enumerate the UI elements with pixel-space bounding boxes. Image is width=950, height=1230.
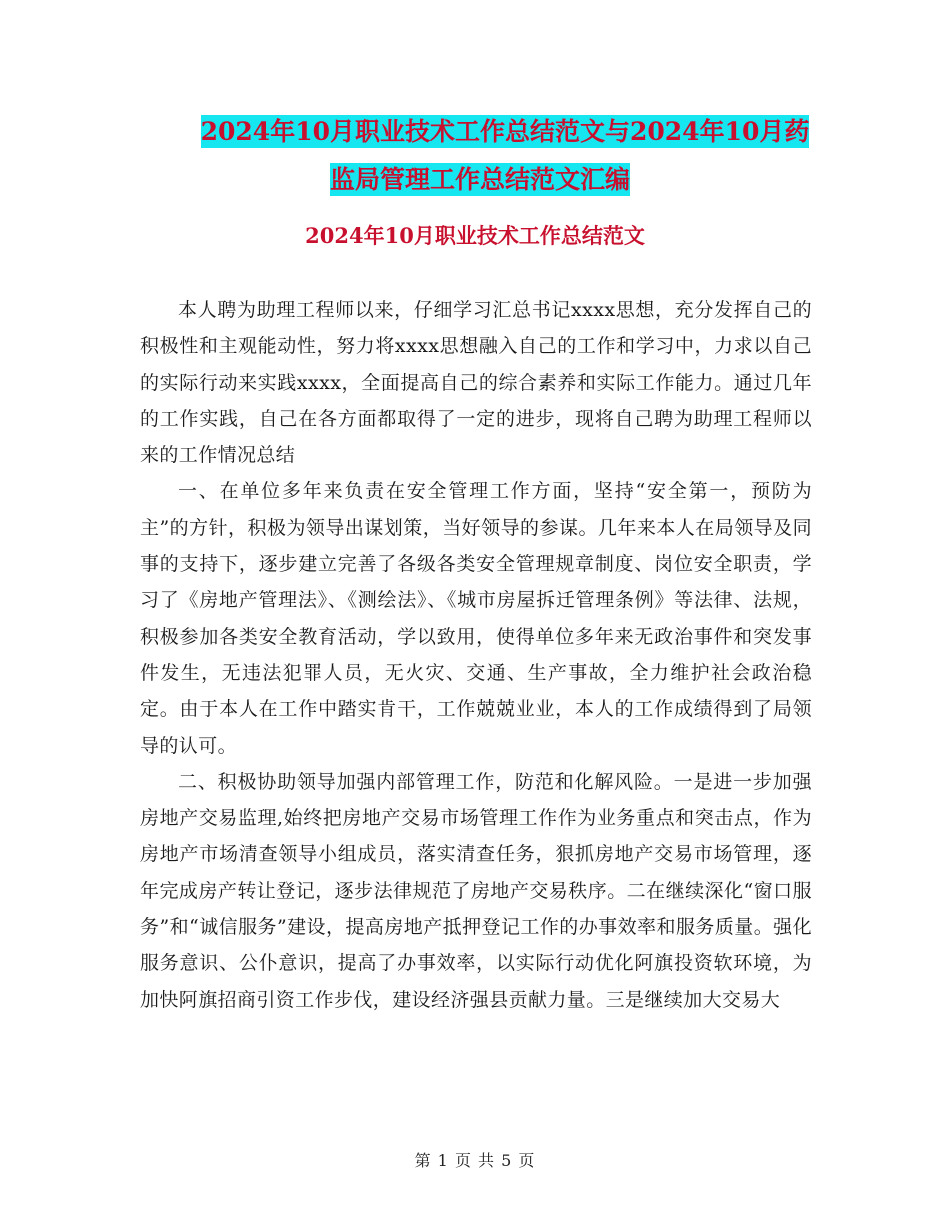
paragraph: 二、积极协助领导加强内部管理工作，防范和化解风险。一是进一步加强房地产交易监理,始终把房地产交易市场管理工作作为业务重点和突击点，作为房地产市场清查领导小组成员，落实清查任务，狠抓房地产交易市场管理，逐年完成房产转让登记，逐步法律规范了房地产交易秩序。二在继续深化“窗口服务”和“诚信服务”建设，提高房地产抵押登记工作的办事效率和服务质量。强化服务意识、公仆意识，提高了办事效率，以实际行动优化阿旗投资软环境，为加快阿旗招商引资工作步伐，建设经济强县贡献力量。三是继续加大交易大: [140, 770, 812, 1011]
document-title-line-2: 监局管理工作总结范文汇编: [329, 165, 630, 194]
section-title: 2024年10月职业技术工作总结范文: [305, 223, 645, 248]
paragraph: 本人聘为助理工程师以来，仔细学习汇总书记xxxx思想，充分发挥自己的积极性和主观能动性，努力将xxxx思想融入自己的工作和学习中，力求以自己的实际行动来实践xxxx，全面提高自己的综合素养和实际工作能力。通过几年的工作实践，自己在各方面都取得了一定的进步，现将自己聘为助理工程师以来的工作情况总结: [140, 299, 812, 467]
body-text: [140, 292, 812, 1018]
page-number-footer: 第 1 页 共 5 页: [414, 1151, 536, 1170]
document-title: [140, 108, 820, 204]
document-title-line-1: 2024年10月职业技术工作总结范文与2024年10月药: [200, 117, 810, 146]
paragraph: 一、在单位多年来负责在安全管理工作方面，坚持“安全第一，预防为主”的方针，积极为领导出谋划策，当好领导的参谋。几年来本人在局领导及同事的支持下，逐步建立完善了各级各类安全管理规章制度、岗位安全职责，学习了《房地产管理法》、《测绘法》、《城市房屋拆迁管理条例》等法律、法规，积极参加各类安全教育活动，学以致用，使得单位多年来无政治事件和突发事件发生，无违法犯罪人员，无火灾、交通、生产事故，全力维护社会政治稳定。由于本人在工作中踏实肯干，工作兢兢业业，本人的工作成绩得到了局领导的认可。: [140, 480, 812, 757]
